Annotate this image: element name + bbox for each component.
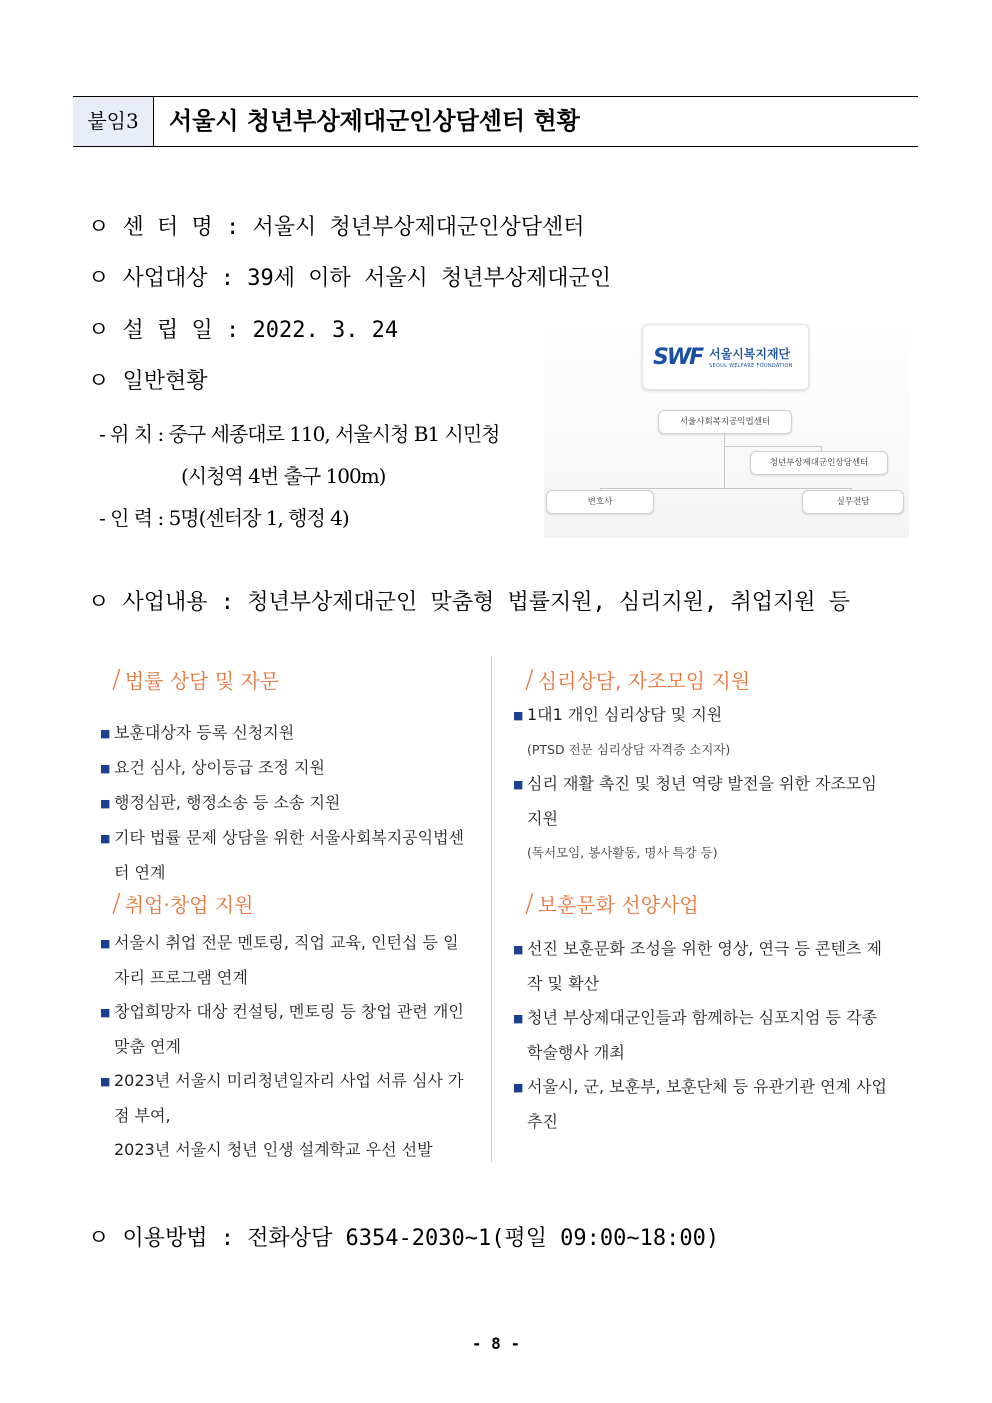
slash-icon: /: [112, 665, 121, 695]
list-item-cont: 2023년 서울시 청년 인생 설계학교 우선 선발: [114, 1140, 433, 1159]
org-line: [724, 433, 725, 489]
bullet-icon: ■: [100, 727, 111, 740]
business-target: ㅇ 사업대상 : 39세 이하 서울시 청년부상제대군인: [88, 266, 611, 291]
foundation-name: 서울시복지재단: [709, 347, 791, 361]
list-item-cont: 학술행사 개최: [527, 1043, 625, 1062]
list-item: ■ 기타 법률 문제 상담을 위한 서울사회복지공익법센: [100, 821, 480, 856]
list-item: ■ 1대1 개인 심리상담 및 지원: [513, 698, 913, 733]
foundation-logo: [642, 324, 809, 390]
list-item-cont: 추진: [527, 1112, 558, 1131]
org-chart: [544, 320, 909, 538]
column-divider: [491, 656, 492, 1162]
psych-list: [513, 698, 913, 870]
foundation-sub: SEOUL WELFARE FOUNDATION: [709, 363, 793, 369]
list-item: ■ 선진 보훈문화 조성을 위한 영상, 연극 등 콘텐츠 제: [513, 932, 913, 967]
org-lawyer: 변호사: [546, 490, 654, 514]
general-status: ㅇ 일반현황: [88, 369, 208, 394]
org-staff: 실무전담: [802, 490, 904, 514]
bullet-icon: ■: [100, 762, 111, 775]
list-item-cont: 자리 프로그램 연계: [114, 968, 248, 987]
bullet-icon: ■: [513, 943, 524, 956]
list-item-cont: 터 연계: [114, 863, 166, 882]
page-title: 서울시 청년부상제대군인상담센터 현황: [169, 107, 580, 135]
staff: - 인 력 : 5명(센터장 1, 행정 4): [99, 506, 349, 530]
org-line: [600, 488, 852, 489]
section-legal-title: / 법률 상담 및 자문: [112, 665, 280, 695]
bullet-icon: ■: [513, 778, 524, 791]
established-date: ㅇ 설 립 일 : 2022. 3. 24: [88, 318, 399, 343]
location: - 위 치 : 중구 세종대로 110, 서울시청 B1 시민청: [99, 422, 500, 446]
section-jobs-title: / 취업·창업 지원: [112, 889, 254, 919]
bullet-icon: ■: [513, 709, 524, 722]
list-item: ■ 서울시, 군, 보훈부, 보훈단체 등 유관기관 연계 사업: [513, 1070, 913, 1105]
list-item: ■ 2023년 서울시 미리청년일자리 사업 서류 심사 가: [100, 1064, 485, 1099]
bullet-icon: ■: [100, 937, 111, 950]
org-parent: 서울사회복지공익법센터: [658, 410, 792, 434]
swf-logo-icon: SWF: [653, 345, 703, 370]
usage-method: ㅇ 이용방법 : 전화상담 6354-2030~1(평일 09:00~18:00): [88, 1226, 720, 1251]
list-item: ■ 행정심판, 행정소송 등 소송 지원: [100, 786, 480, 821]
slash-icon: /: [525, 889, 534, 919]
list-item-cont: 맞춤 연계: [114, 1037, 181, 1056]
list-item: ■ 요건 심사, 상이등급 조정 지원: [100, 751, 480, 786]
list-item-note: (독서모임, 봉사활동, 명사 특강 등): [527, 845, 718, 860]
business-content: ㅇ 사업내용 : 청년부상제대군인 맞춤형 법률지원, 심리지원, 취업지원 등: [88, 590, 851, 615]
list-item: ■ 심리 재활 촉진 및 청년 역량 발전을 위한 자조모임: [513, 767, 913, 802]
list-item-cont: 지원: [527, 809, 558, 828]
jobs-list: [100, 926, 485, 1167]
center-name: ㅇ 센 터 명 : 서울시 청년부상제대군인상담센터: [88, 215, 585, 240]
list-item-cont: 점 부여,: [114, 1106, 171, 1125]
legal-list: [100, 716, 480, 890]
bullet-icon: ■: [100, 832, 111, 845]
list-item: ■ 청년 부상제대군인들과 함께하는 심포지엄 등 각종: [513, 1001, 913, 1036]
slash-icon: /: [525, 665, 534, 695]
location-detail: (시청역 4번 출구 100m): [181, 464, 386, 488]
list-item-cont: 작 및 확산: [527, 974, 599, 993]
culture-list: [513, 932, 913, 1139]
bullet-icon: ■: [100, 1006, 111, 1019]
bullet-icon: ■: [100, 1075, 111, 1088]
page-header: [73, 96, 918, 147]
org-line: [724, 446, 821, 447]
list-item: ■ 보훈대상자 등록 신청지원: [100, 716, 480, 751]
list-item: ■ 서울시 취업 전문 멘토링, 직업 교육, 인턴십 등 일: [100, 926, 485, 961]
bullet-icon: ■: [513, 1081, 524, 1094]
org-center: 청년부상제대군인상담센터: [750, 451, 888, 475]
attachment-tag: 붙임3: [73, 97, 154, 146]
page-number: - 8 -: [471, 1334, 521, 1353]
list-item-note: (PTSD 전문 심리상담 자격증 소지자): [527, 742, 731, 757]
section-culture-title: / 보훈문화 선양사업: [525, 889, 699, 919]
bullet-icon: ■: [513, 1012, 524, 1025]
slash-icon: /: [112, 889, 121, 919]
bullet-icon: ■: [100, 797, 111, 810]
list-item: ■ 창업희망자 대상 컨설팅, 멘토링 등 창업 관련 개인: [100, 995, 485, 1030]
section-psych-title: / 심리상담, 자조모임 지원: [525, 665, 751, 695]
